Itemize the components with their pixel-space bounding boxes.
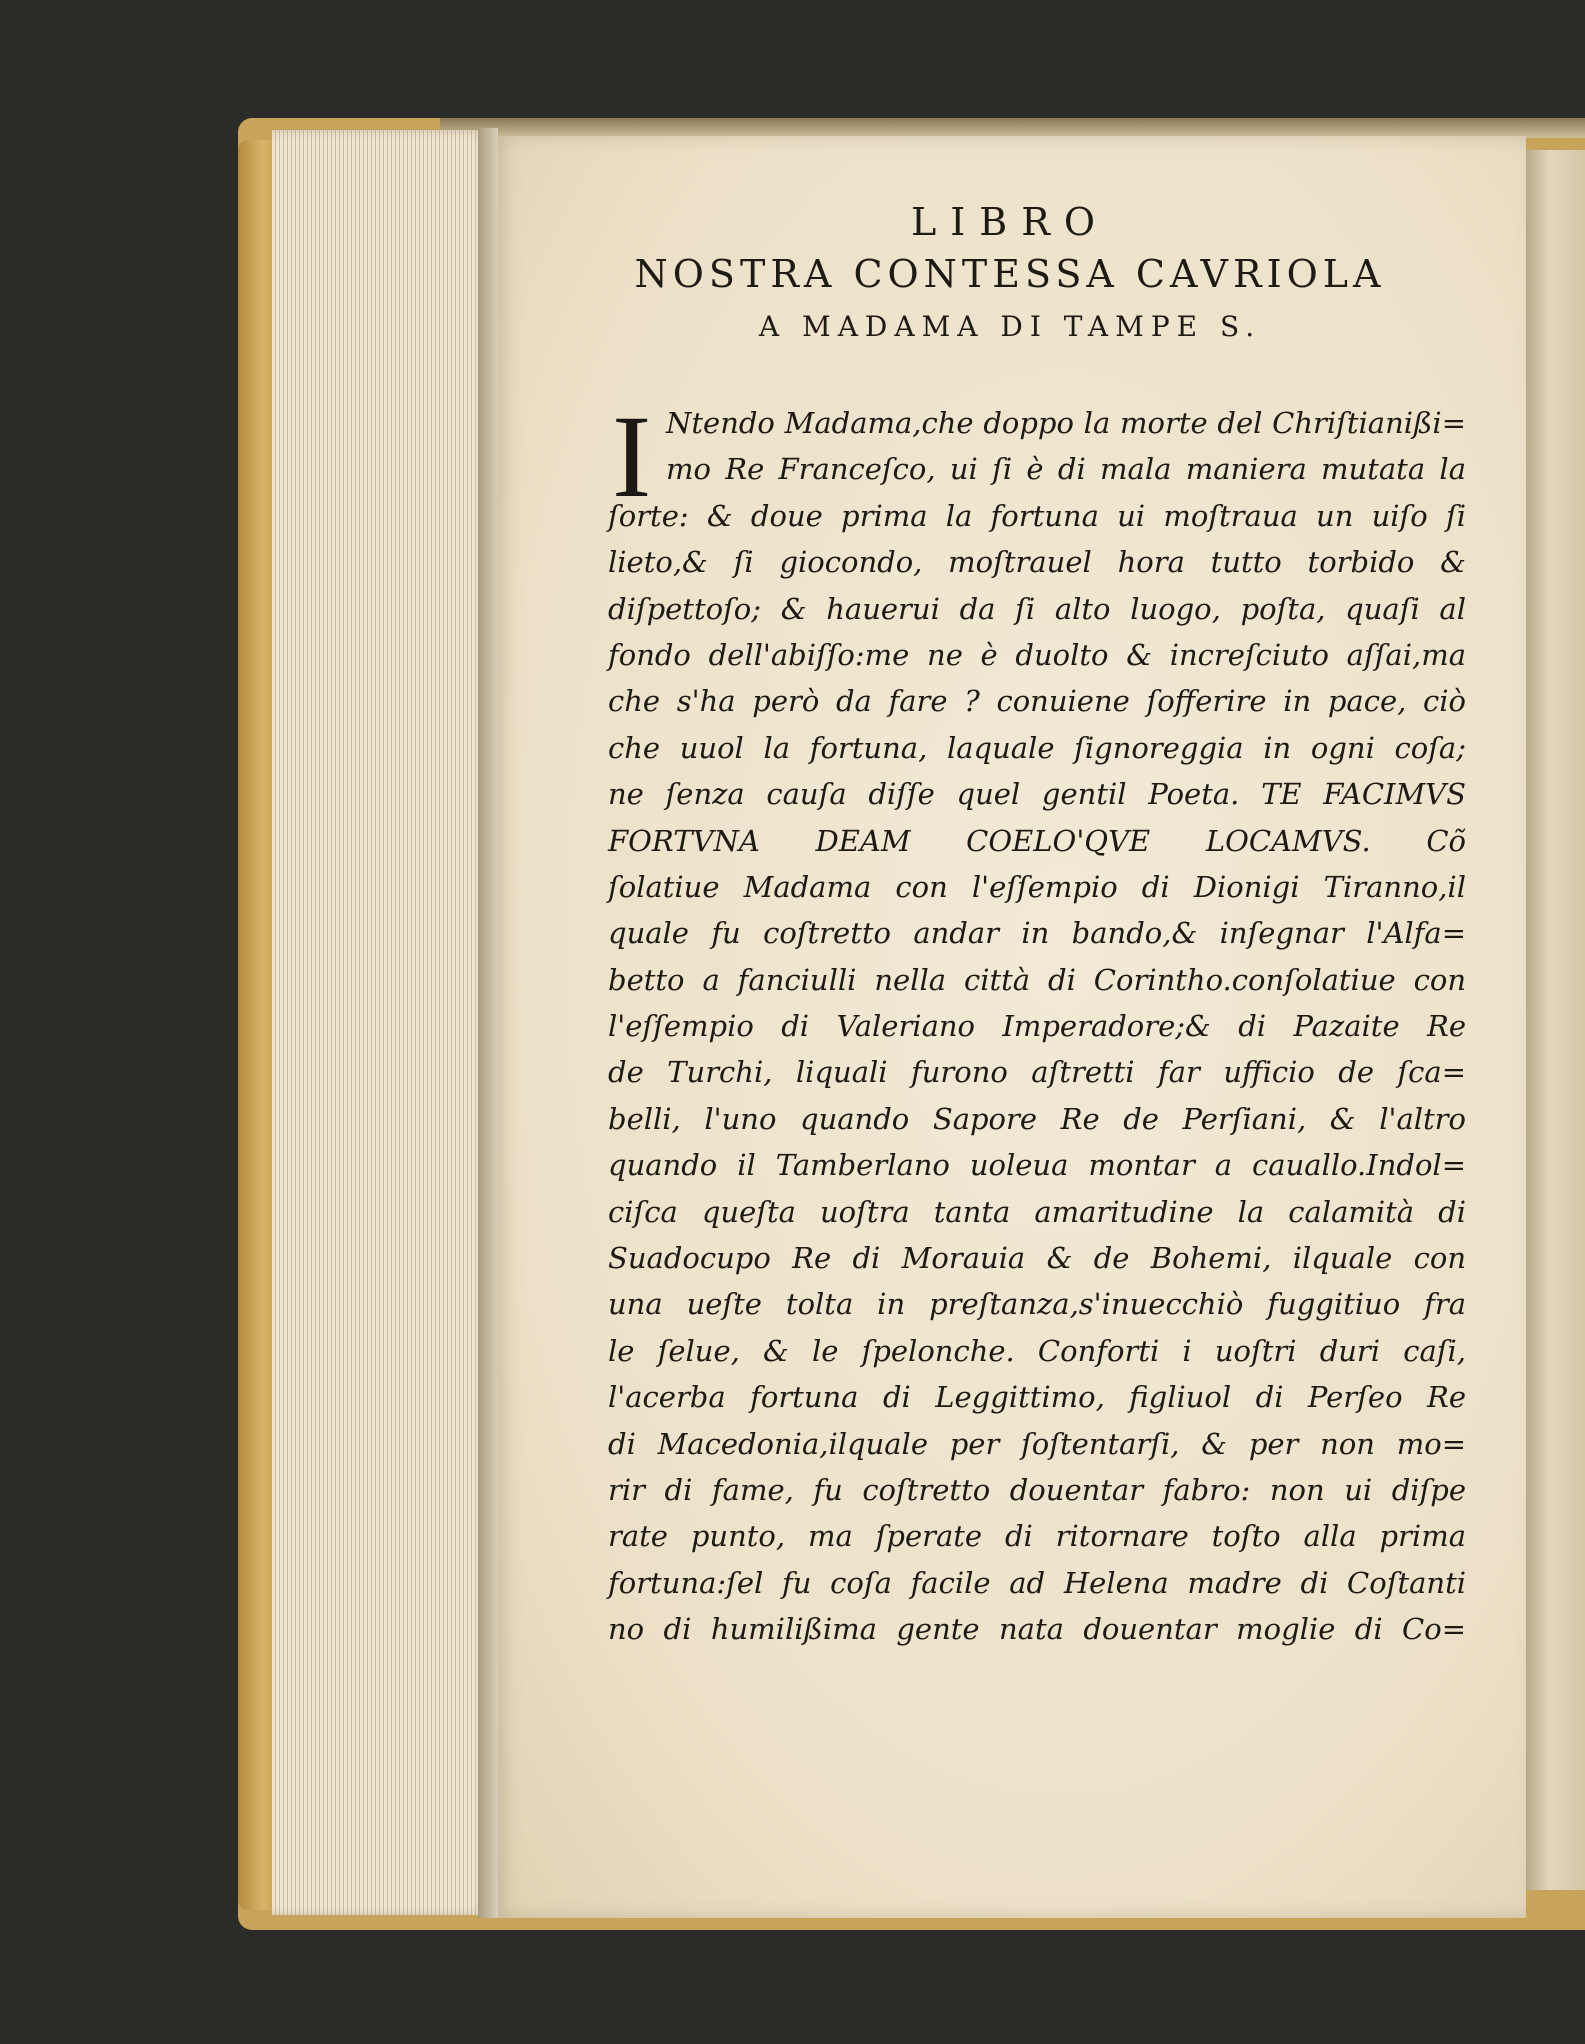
top-edge (440, 118, 1585, 138)
text-line: ſolatiue Madama con l'eſſempio di Dionigi Tiranno,il (608, 869, 1466, 904)
text-line: rir di fame, fu coſtretto douentar fabro: non ui diſpe (608, 1472, 1466, 1507)
running-head: LIBRO (911, 200, 1109, 244)
text-line: fortuna:ſel fu coſa facile ad Helena madre di Coſtanti (608, 1565, 1466, 1600)
text-line: fondo dell'abiſſo:me ne è duolto & increſciuto aſſai,ma (608, 637, 1466, 672)
text-line: diſpettoſo; & hauerui da ſi alto luogo, poſta, quaſi al (608, 591, 1466, 626)
page-stack (272, 130, 490, 1915)
text-line: l'acerba fortuna di Leggittimo, figliuol di Perſeo Re (608, 1380, 1466, 1415)
text-line: Ntendo Madama,che doppo la morte del Chriſtianißi= (666, 406, 1466, 440)
chapter-title: NOSTRA CONTESSA CAVRIOLA (634, 252, 1386, 296)
text-line: di Macedonia,ilquale per ſoſtentarſi, & per non mo= (608, 1426, 1466, 1461)
text-line: le ſelue, & le ſpelonche. Conforti i uoſtri duri caſi, (608, 1333, 1466, 1368)
text-line: che uuol la fortuna, laquale ſignoreggia in ogni coſa; (608, 730, 1466, 765)
text-line: de Turchi, liquali furono aſtretti far ufficio de ſca= (608, 1055, 1466, 1090)
text-line: belli, l'uno quando Sapore Re de Perſiani, & l'altro (608, 1101, 1466, 1136)
facing-page-edge (1526, 150, 1585, 1890)
text-line: quale fu coſtretto andar in bando,& inſegnar l'Alfa= (608, 916, 1466, 951)
chapter-subtitle: A MADAMA DI TAMPE S. (758, 310, 1262, 343)
text-line: rate punto, ma ſperate di ritornare toſto alla prima (608, 1519, 1466, 1554)
drop-cap: I (612, 391, 652, 522)
text-line: betto a fanciulli nella città di Corintho.conſolatiue con (608, 962, 1466, 997)
body-text (608, 400, 1466, 1653)
text-line: mo Re Franceſco, ui ſi è di mala maniera mutata la (666, 452, 1466, 487)
gutter (478, 128, 498, 1918)
text-line: ne ſenza cauſa diſſe quel gentil Poeta. TE FACIMVS (608, 777, 1466, 812)
text-line: una ueſte tolta in preſtanza,s'inuecchiò fuggitiuo fra (608, 1287, 1466, 1322)
text-line: ciſca queſta uoſtra tanta amaritudine la calamità di (608, 1194, 1466, 1229)
text-line: lieto,& ſi giocondo, moſtrauel hora tutto torbido & (608, 545, 1466, 580)
text-line: FORTVNA DEAM COELO'QVE LOCAMVS. Cõ (608, 823, 1466, 858)
text-line: Suadocupo Re di Morauia & de Bohemi, ilquale con (608, 1241, 1466, 1276)
text-line: ſorte: & doue prima la fortuna ui moſtraua un uiſo ſi (608, 498, 1466, 533)
text-line: l'eſſempio di Valeriano Imperadore;& di Pazaite Re (608, 1009, 1466, 1044)
text-line: no di humilißima gente nata douentar moglie di Co= (608, 1612, 1466, 1647)
text-line: quando il Tamberlano uoleua montar a cauallo.Indol= (608, 1148, 1466, 1183)
text-line: che s'ha però da fare ? conuiene ſofferire in pace, ciò (608, 684, 1466, 719)
